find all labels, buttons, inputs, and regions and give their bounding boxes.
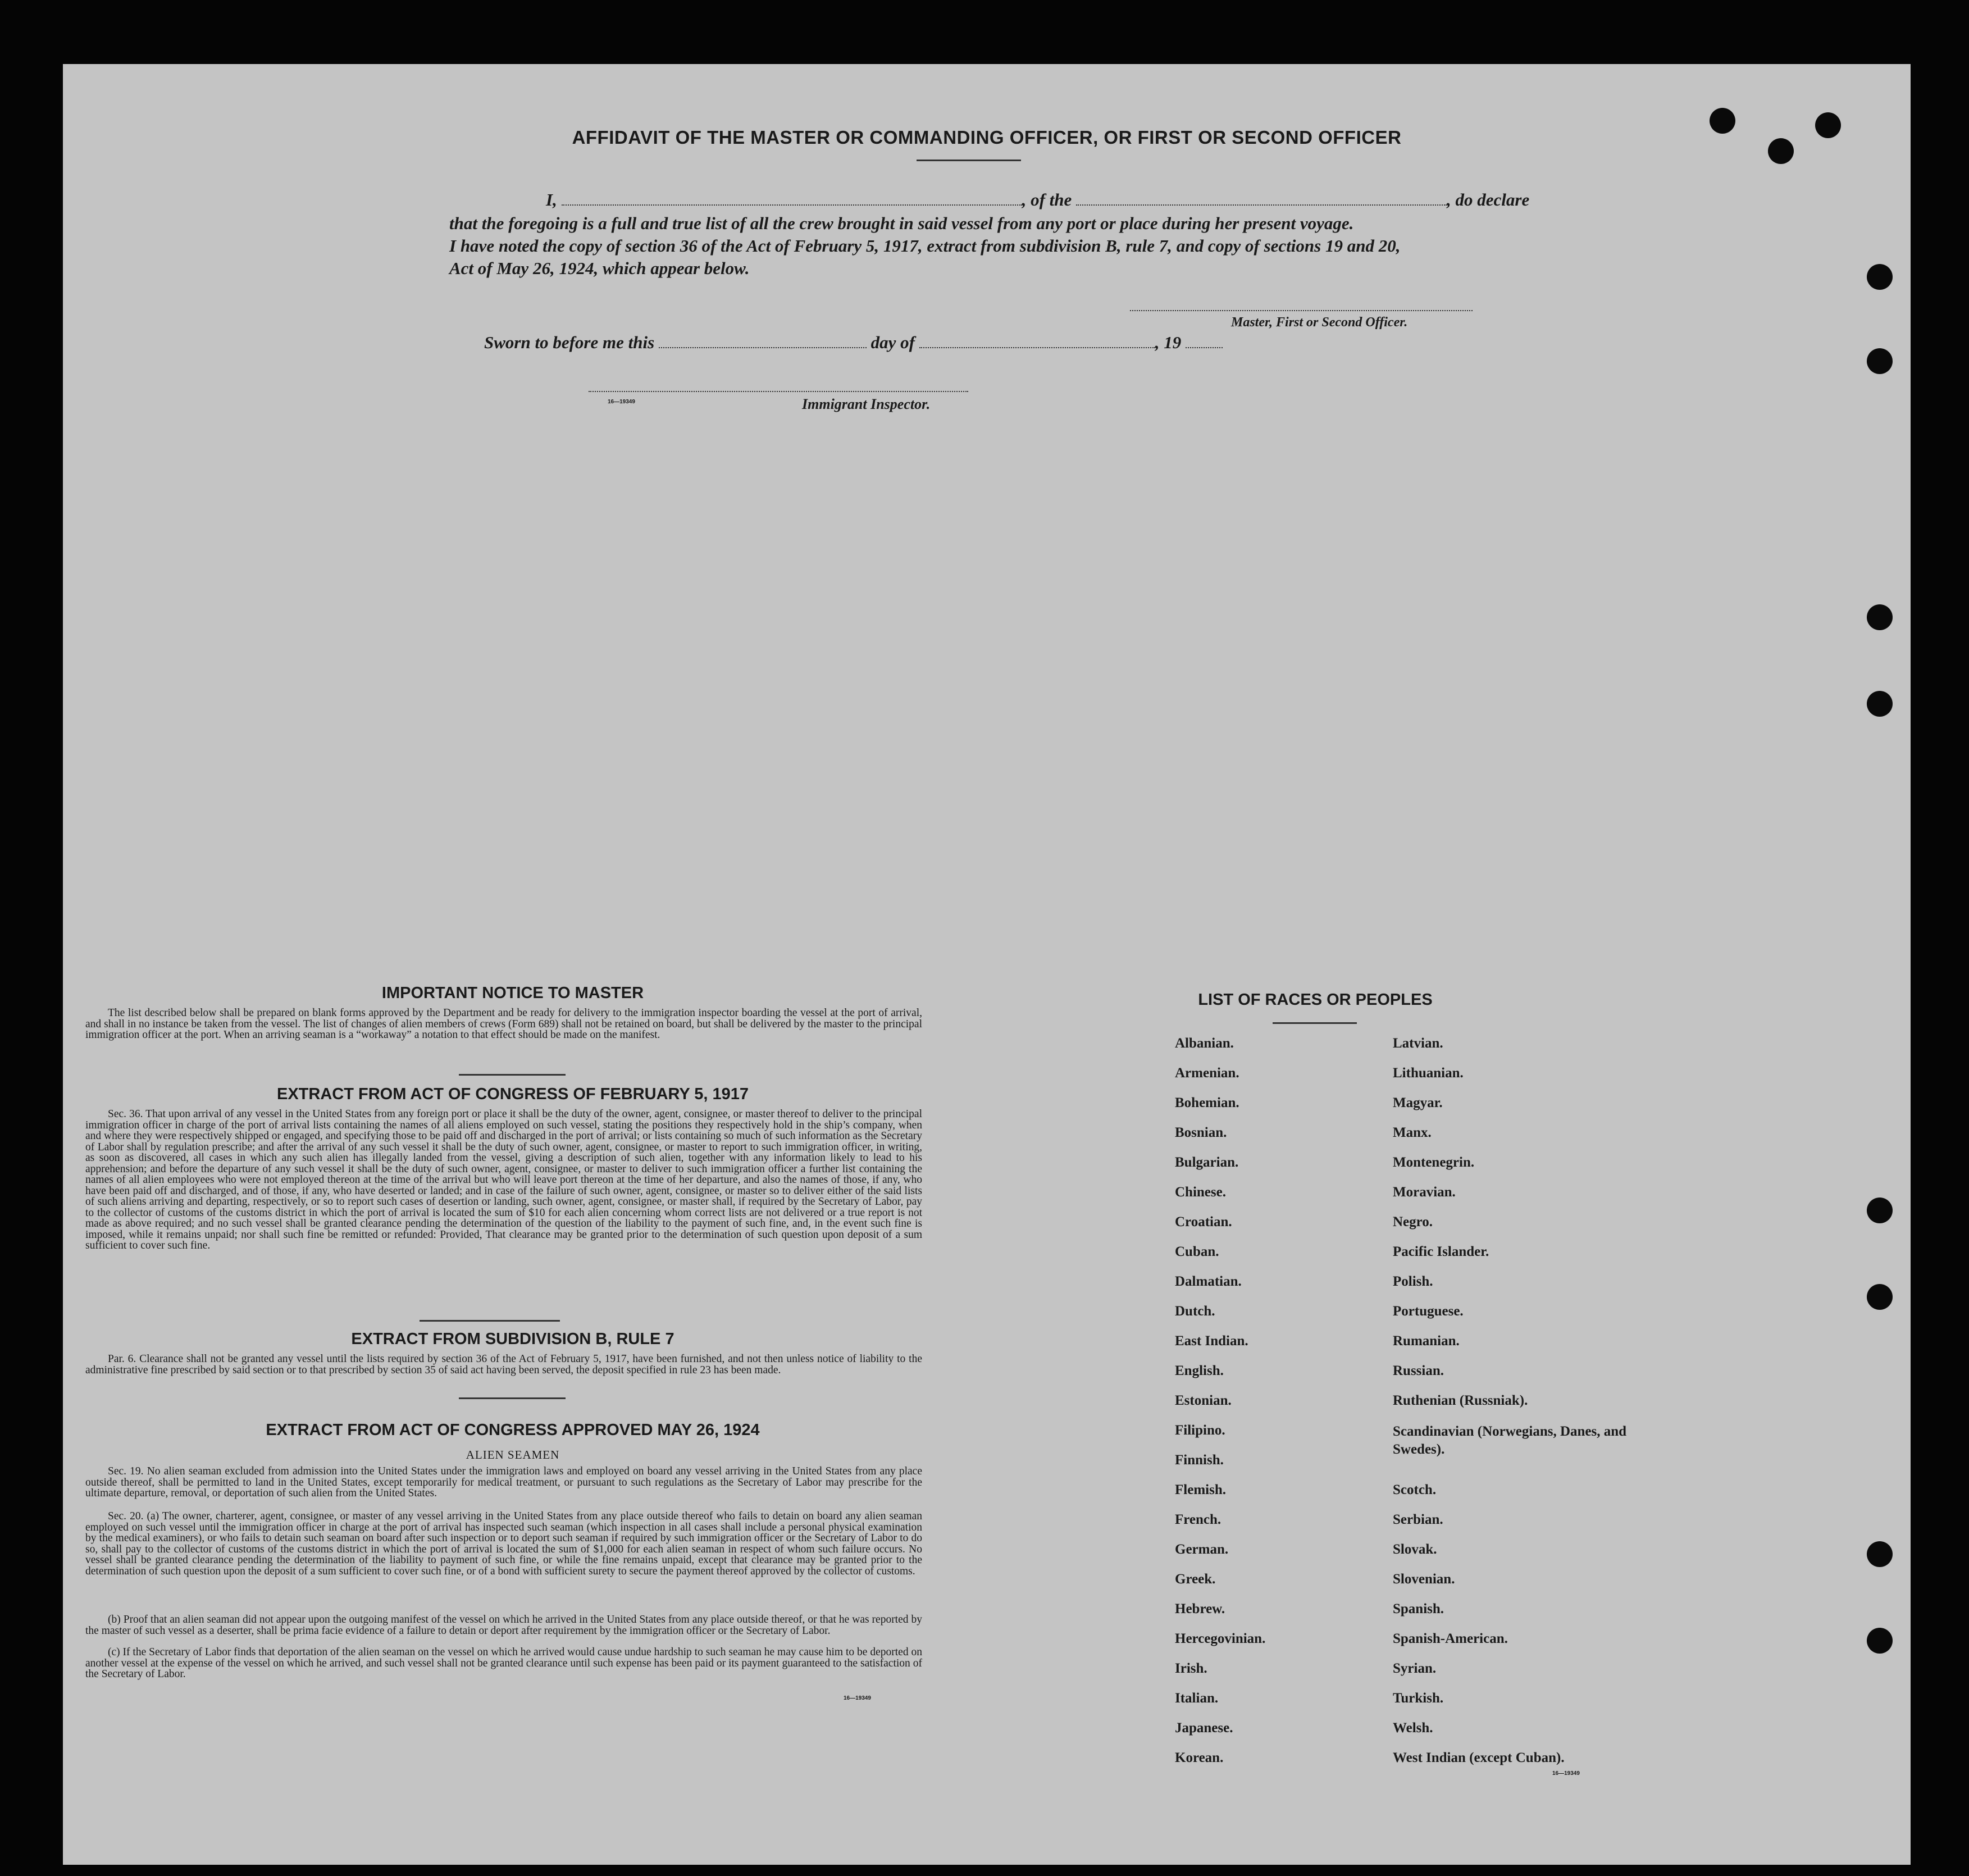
title-rule [917, 160, 1021, 161]
race-item: Flemish. [1175, 1482, 1226, 1497]
race-item: Pacific Islander. [1393, 1244, 1489, 1259]
race-item: Syrian. [1393, 1661, 1437, 1676]
race-item: Dutch. [1175, 1304, 1215, 1319]
form-number-top: 16—19349 [608, 399, 635, 405]
race-item: Slovenian. [1393, 1572, 1455, 1587]
punch-hole [1867, 691, 1893, 717]
race-item: German. [1175, 1542, 1229, 1557]
alien-seamen-label: ALIEN SEAMEN [466, 1448, 560, 1461]
of-the-label: , of the [1022, 190, 1072, 210]
race-item: Italian. [1175, 1691, 1219, 1706]
race-item: Finnish. [1175, 1452, 1224, 1468]
affidavit-line-4: Act of May 26, 1924, which appear below. [449, 258, 750, 278]
notice-title: IMPORTANT NOTICE TO MASTER [381, 984, 644, 1002]
year-label: , 19 [1155, 333, 1182, 352]
race-item: Hercegovinian. [1175, 1631, 1266, 1646]
race-item: Bohemian. [1175, 1095, 1239, 1110]
section-rule [459, 1397, 566, 1399]
race-item: Cuban. [1175, 1244, 1219, 1259]
race-item: Slovak. [1393, 1542, 1437, 1557]
race-item: Spanish. [1393, 1601, 1444, 1617]
race-item: English. [1175, 1363, 1224, 1378]
extract-1917-text: Sec. 36. That upon arrival of any vessel in the United States from any foreign port or place it shall be the duty of the owner, agent, consignee, or master thereof to deliver to the principal immigration officer in charge of the port of arrival lists containing the names of all aliens employed on such vessel, stating the positions they respectively hold in the ship’s company, when and where they were respectively shipped or engaged, and specifying those to be paid off and discharged in the port of arrival; or lists containing so much of such information as the Secretary of Labor shall by regulation prescribe; and after the arrival of any such vessel it shall be the duty of such owner, agent, consignee, or master to report to such immigration officer, in writing, as soon as discovered, all cases in which any such alien has illegally landed from the vessel, giving a description of such alien, together with any information likely to lead to his apprehension; and before the departure of any such vessel it shall be the duty of such owner, agent, consignee, or master to deliver to such immigration officer a further list containing the names of all alien employees who were not employed thereon at the time of the arrival but who will leave port thereon at the time of her departure, and also the names of those, if any, who have been paid off and discharged, and of those, if any, who have deserted or landed; and in case of the failure of such owner, agent, consignee, or master so to deliver either of the said lists of such aliens arriving and departing, respectively, or so to report such cases of desertion or landing, such owner, agent, consignee, or master shall, if required by the Secretary of Labor, pay to the collector of customs of the customs district in which the port of arrival is located the sum of $10 for each alien concerning whom correct lists are not delivered or a true report is not made as above required; and no such vessel shall be granted clearance pending the determination of the question of the liability to the payment of such fine, and, in the event such fine is imposed, while it remains unpaid; nor shall such fine be remitted or refunded: Provided, That clearance may be granted prior to the determination of such question upon deposit of a sum sufficient to cover such fine. [85, 1108, 922, 1251]
race-item: Russian. [1393, 1363, 1444, 1378]
races-title-rule [1273, 1022, 1357, 1024]
race-item: Lithuanian. [1393, 1066, 1464, 1081]
sworn-day-field[interactable] [659, 334, 867, 348]
race-item: Hebrew. [1175, 1601, 1225, 1617]
section-rule [420, 1320, 560, 1322]
extract-1917-title: EXTRACT FROM ACT OF CONGRESS OF FEBRUARY 5, 1917 [276, 1085, 749, 1103]
inspector-label: Immigrant Inspector. [802, 396, 931, 412]
vessel-name-field[interactable] [1076, 191, 1447, 206]
race-item: Greek. [1175, 1572, 1216, 1587]
race-item: Welsh. [1393, 1720, 1433, 1736]
sworn-label: Sworn to before me this [484, 333, 655, 352]
race-item: Chinese. [1175, 1185, 1226, 1200]
punch-hole [1867, 264, 1893, 290]
punch-hole [1867, 1541, 1893, 1567]
race-item: Ruthenian (Russniak). [1393, 1393, 1528, 1408]
punch-hole [1867, 1197, 1893, 1223]
race-item: Moravian. [1393, 1185, 1456, 1200]
notice-text: The list described below shall be prepared on blank forms approved by the Department and be ready for delivery to the immigration inspector boarding the vessel at the port of arrival, and shall in no instance be taken from the vessel. The list of changes of alien members of crews (Form 689) shall not be retained on board, but shall be delivered by the master to the principal immigration officer at the port. When an arriving seaman is a “workaway” a notation to that effect should be made on the manifest. [85, 1007, 922, 1041]
race-item: Dalmatian. [1175, 1274, 1242, 1289]
punch-hole [1867, 1284, 1893, 1310]
sworn-month-field[interactable] [919, 334, 1155, 348]
rule7-text: Par. 6. Clearance shall not be granted any vessel until the lists required by section 36 of the Act of February 5, 1917, have been furnished, and not then unless notice of liability to the administrative fine prescribed by said section or to that prescribed by section 35 of said act having been served, the deposit specified in rule 23 has been made. [85, 1353, 922, 1376]
do-declare-label: , do declare [1447, 190, 1530, 210]
inspector-signature-line[interactable] [589, 391, 968, 392]
race-item: Croatian. [1175, 1214, 1232, 1230]
punch-hole [1867, 348, 1893, 374]
punch-hole [1867, 1628, 1893, 1654]
rule7-title: EXTRACT FROM SUBDIVISION B, RULE 7 [351, 1330, 674, 1348]
race-item: Albanian. [1175, 1036, 1234, 1051]
race-item: Montenegrin. [1393, 1155, 1475, 1170]
form-number-bottom: 16—19349 [844, 1695, 871, 1701]
day-of-label: day of [870, 333, 915, 352]
affidavit-i-label: I, [546, 190, 557, 210]
sec20b-text: (b) Proof that an alien seaman did not appear upon the outgoing manifest of the vessel on which he arrived in the United States from any place outside thereof, or that he was reported by the master of such vessel as a deserter, shall be prima facie evidence of a failure to detain or deport after requirement by the immigration officer or the Secretary of Labor. [85, 1614, 922, 1637]
race-item: East Indian. [1175, 1333, 1248, 1349]
race-item: Rumanian. [1393, 1333, 1460, 1349]
affidavit-line-3: I have noted the copy of section 36 of the Act of February 5, 1917, extract from subdivision B, rule 7, and copy of sections 19 and 20, [449, 236, 1401, 256]
master-label: Master, First or Second Officer. [1231, 315, 1408, 330]
race-item: Magyar. [1393, 1095, 1443, 1110]
race-item: Estonian. [1175, 1393, 1232, 1408]
affidavit-line-1 [484, 189, 1562, 211]
race-item: Armenian. [1175, 1066, 1239, 1081]
race-item: Filipino. [1175, 1423, 1225, 1438]
race-item: Serbian. [1393, 1512, 1443, 1527]
race-item: Scandinavian (Norwegians, Danes, and Swedes). [1393, 1424, 1627, 1457]
affidavit-title: AFFIDAVIT OF THE MASTER OR COMMANDING OFFICER, OR FIRST OR SECOND OFFICER [572, 127, 1402, 148]
officer-name-field[interactable] [562, 191, 1022, 206]
form-number-races: 16—19349 [1552, 1770, 1580, 1777]
sec19-text: Sec. 19. No alien seaman excluded from admission into the United States under the immigration laws and employed on board any vessel arriving in the United States from any place outside thereof, shall be permitted to land in the United States, except temporarily for medical treatment, or pursuant to such regulations as the Secretary of Labor may prescribe for the ultimate departure, removal, or deportation of such alien from the United States. [85, 1465, 922, 1499]
race-item: Irish. [1175, 1661, 1207, 1676]
sworn-year-field[interactable] [1186, 334, 1223, 348]
punch-hole [1867, 604, 1893, 630]
race-item: Negro. [1393, 1214, 1433, 1230]
sworn-line [484, 331, 1223, 354]
form-page [63, 64, 1911, 1865]
extract-1924-title: EXTRACT FROM ACT OF CONGRESS APPROVED MAY 26, 1924 [266, 1421, 760, 1439]
section-rule [459, 1074, 566, 1076]
race-item: Manx. [1393, 1125, 1432, 1140]
race-item: French. [1175, 1512, 1221, 1527]
affidavit-line-2: that the foregoing is a full and true list of all the crew brought in said vessel from any port or place during her present voyage. [449, 213, 1354, 233]
race-item: Scotch. [1393, 1482, 1437, 1497]
sec20a-text: Sec. 20. (a) The owner, charterer, agent, consignee, or master of any vessel arriving in the United States from any place outside thereof who fails to detain on board any alien seaman employed on such vessel until the immigration officer in charge at the port of arrival has inspected such seaman (which inspection in all cases shall include a personal physical examination by the medical examiners), or who fails to detain such seaman on board after such inspection or to deport such seaman if required by such immigration officer or the Secretary of Labor to do so, shall pay to the collector of customs of the customs district in which the port of arrival is located the sum of $1,000 for each alien seaman in respect of whom such failure occurs. No vessel shall be granted clearance pending the determination of the liability to payment of such fine, or while the fine remains unpaid, except that clearance may be granted prior to the determination of such question upon the deposit of a sum sufficient to cover such fine, or of a bond with sufficient surety to secure the payment thereof approved by the collector of customs. [85, 1510, 922, 1577]
race-item: Latvian. [1393, 1036, 1443, 1051]
race-item: Turkish. [1393, 1691, 1444, 1706]
race-item: Bosnian. [1175, 1125, 1227, 1140]
race-item: Japanese. [1175, 1720, 1233, 1736]
race-item: Spanish-American. [1393, 1631, 1508, 1646]
race-item: Portuguese. [1393, 1304, 1464, 1319]
race-item: Polish. [1393, 1274, 1433, 1289]
race-item: West Indian (except Cuban). [1393, 1750, 1565, 1765]
race-item: Korean. [1175, 1750, 1224, 1765]
sec20c-text: (c) If the Secretary of Labor finds that deportation of the alien seaman on the vessel on which he arrived would cause undue hardship to such seaman he may cause him to be deported on another vessel at the expense of the vessel on which he arrived, and such vessel shall not be granted clearance until such expense has been paid or its payment guaranteed to the satisfaction of the Secretary of Labor. [85, 1646, 922, 1680]
races-title: LIST OF RACES OR PEOPLES [1198, 991, 1433, 1009]
race-item: Bulgarian. [1175, 1155, 1239, 1170]
